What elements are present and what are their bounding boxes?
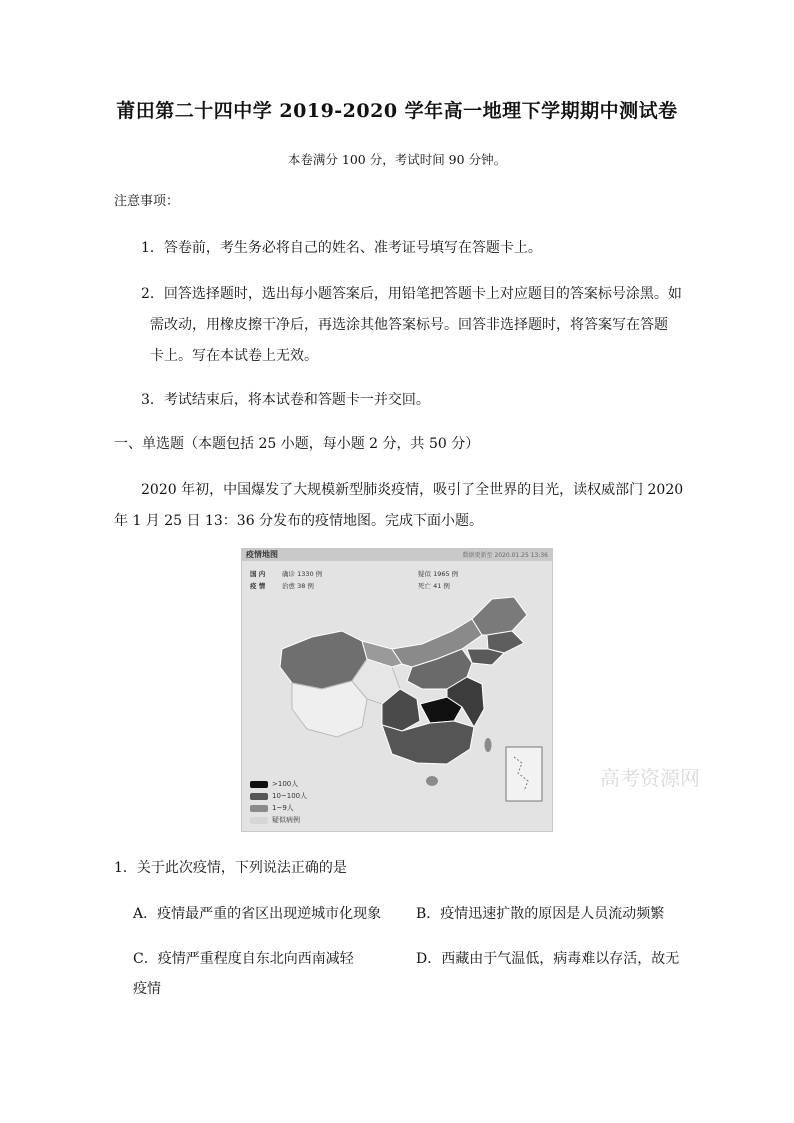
option-b: B．疫情迅速扩散的原因是人员流动频繁 — [416, 906, 665, 922]
legend-item-1-9 — [250, 803, 294, 813]
note-2-cont2: 卡上。写在本试卷上无效。 — [150, 348, 318, 364]
watermark: 高考资源网 — [600, 766, 700, 790]
legend-label: 10~100人 — [272, 792, 308, 800]
section-heading: 一、单选题（本题包括 25 小题，每小题 2 分，共 50 分） — [114, 436, 480, 452]
legend-item-gt100 — [250, 779, 298, 789]
legend-swatch — [250, 781, 268, 788]
region-liaoning — [467, 649, 504, 665]
legend-label: >100人 — [272, 780, 299, 788]
legend-swatch — [250, 817, 268, 824]
stat-label-2: 疫 情 — [250, 582, 266, 590]
option-d: D．西藏由于气温低，病毒难以存活，故无 — [416, 951, 680, 967]
option-a: A．疫情最严重的省区出现逆城市化现象 — [133, 906, 382, 922]
legend-swatch — [250, 805, 268, 812]
note-2-cont: 需改动，用橡皮擦干净后，再选涂其他答案标号。回答非选择题时，将答案写在答题 — [150, 317, 668, 333]
legend-label: 疑似病例 — [272, 816, 300, 824]
question-stem: 1．关于此次疫情，下列说法正确的是 — [114, 860, 347, 876]
stat-cured: 治愈 38 例 — [282, 582, 314, 590]
region-taiwan — [485, 738, 492, 752]
legend-label: 1~9人 — [272, 804, 294, 812]
intro-line-2: 年 1 月 25 日 13：36 分发布的疫情地图。完成下面小题。 — [114, 513, 484, 529]
note-3: 3．考试结束后，将本试卷和答题卡一并交回。 — [141, 392, 430, 408]
region-heilongjiang — [472, 597, 527, 635]
exam-info: 本卷满分 100 分，考试时间 90 分钟。 — [287, 152, 507, 167]
note-2: 2．回答选择题时，选出每小题答案后，用铅笔把答题卡上对应题目的答案标号涂黑。如 — [141, 286, 682, 302]
region-hainan — [426, 776, 438, 786]
option-d-cont: 疫情 — [133, 981, 161, 997]
notes-heading: 注意事项： — [114, 194, 180, 209]
map-timestamp: 数据更新至 2020.01.25 13:36 — [462, 552, 548, 559]
legend-item-10-100 — [250, 791, 307, 801]
note-1: 1．答卷前，考生务必将自己的姓名、准考证号填写在答题卡上。 — [141, 240, 542, 256]
region-xizang — [292, 681, 367, 737]
legend-item-suspected — [250, 815, 300, 825]
map-header-title: 疫情地图 — [246, 550, 278, 559]
epidemic-map — [241, 548, 553, 832]
stat-label-1: 国 内 — [250, 570, 266, 578]
stat-confirmed: 确诊 1330 例 — [282, 570, 323, 578]
stat-dead: 死亡 41 例 — [418, 582, 450, 590]
page-title: 莆田第二十四中学 2019-2020 学年高一地理下学期期中测试卷 — [116, 100, 678, 122]
intro-line-1: 2020 年初，中国爆发了大规模新型肺炎疫情，吸引了全世界的目光，读权威部门 2020 — [141, 482, 684, 498]
option-c: C．疫情严重程度自东北向西南减轻 — [133, 951, 354, 967]
legend-swatch — [250, 793, 268, 800]
stat-suspected: 疑似 1965 例 — [418, 570, 459, 578]
south-china-sea-inset — [506, 747, 542, 801]
